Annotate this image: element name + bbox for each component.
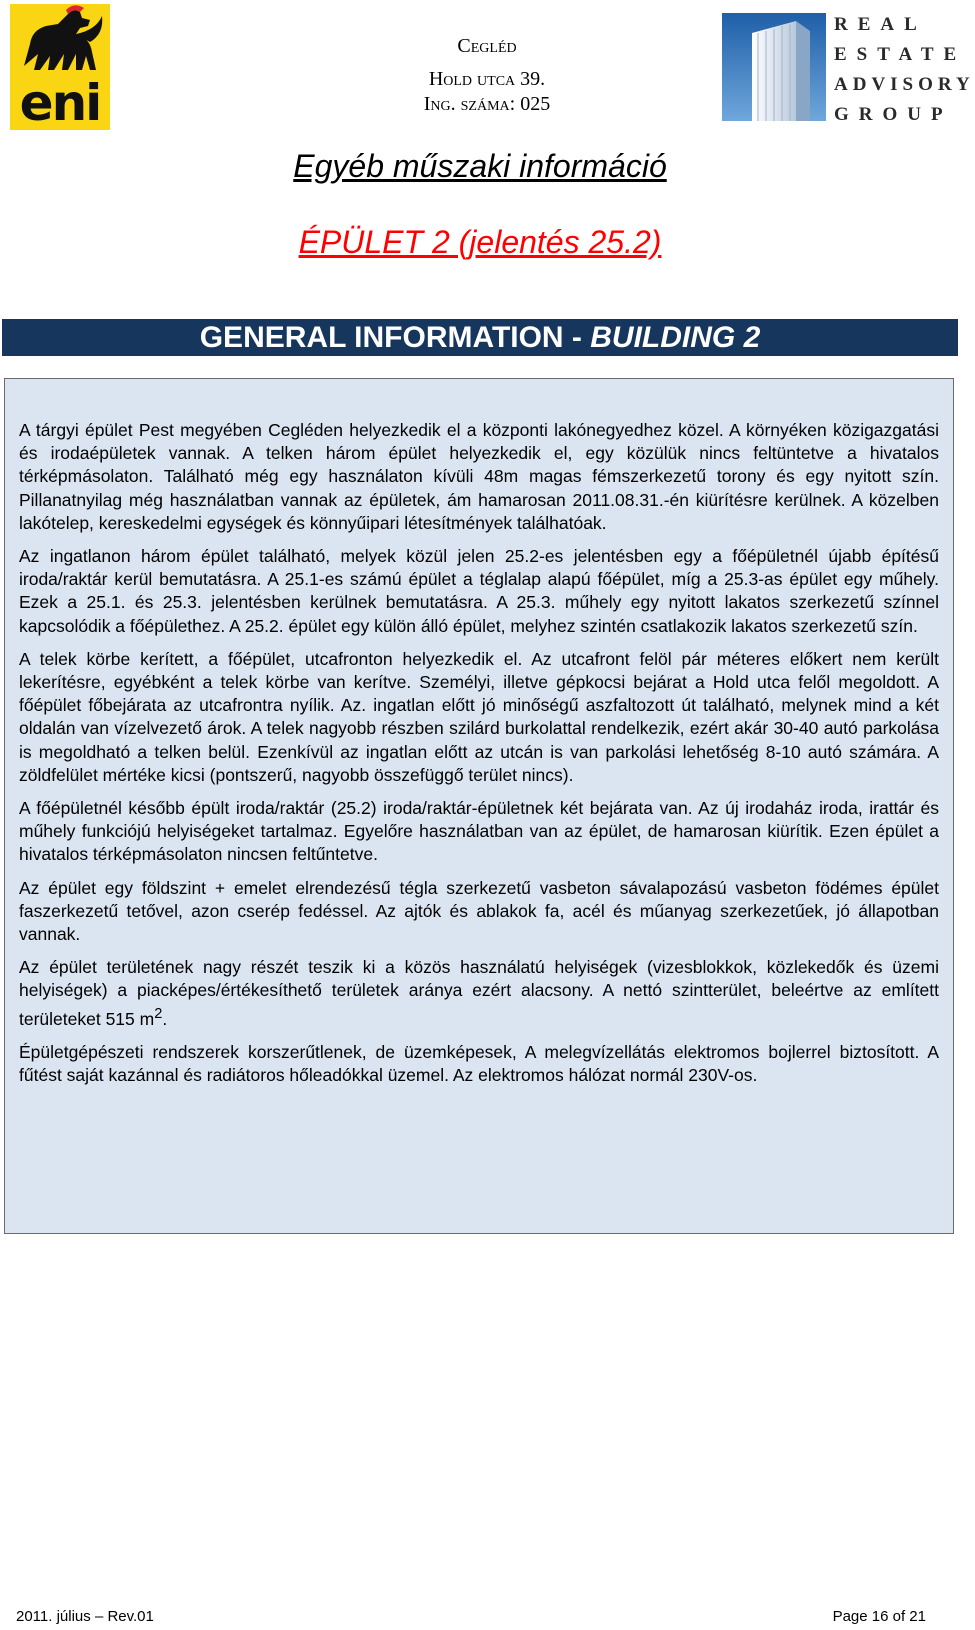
section-title: ÉPÜLET 2 (jelentés 25.2)	[298, 224, 662, 260]
banner-text-building: BUILDING 2	[590, 321, 761, 354]
footer-page-number: Page 16 of 21	[832, 1608, 926, 1625]
reag-line-real: REAL	[834, 14, 927, 35]
header-address	[372, 34, 602, 117]
reag-line-group: GROUP	[834, 104, 953, 125]
six-legged-dog-icon	[10, 4, 110, 84]
header-city: Cegléd	[457, 35, 517, 57]
area-suffix: .	[162, 1008, 168, 1029]
paragraph-office-warehouse: A főépületnél később épült iroda/raktár (25.2) iroda/raktár-épületnek két bejárata van. Az új irodaház iroda, irattár és műhely funkciójú helyiségeket tartalmaz. Egyelőre használatban van az épület, de hamarosan kiürítik. Ezen épület a hivatalos térképmásolaton nincsen feltűntetve.	[19, 798, 939, 865]
area-unit-superscript: 2	[154, 1005, 163, 1022]
reag-line-advisory: ADVISORY	[834, 74, 975, 95]
paragraph-mechanical: Épületgépészeti rendszerek korszerűtlenek, de üzemképesek, A melegvízellátás elektromos bojlerrel biztosított. A fűtést saját kazánnal és radiátoros hőleadókkal üzemel. Az elektromos hálózat normál 230V-os.	[19, 1041, 939, 1085]
paragraph-location: A tárgyi épület Pest megyében Cegléden helyezkedik el a központi lakónegyedhez közel. A környéken közigazgatási és irodaépületek vannak. A telken három épület helyezkedik el, egy közülük nincs feltüntetve a hivatalos térképmásolaton. Található még egy használaton kívüli 48m magas fémszerkezetű torony és egy nyitott szín. Pillanatnyilag még használatban vannak az épületek, ám hamarosan 2011.08.31.-én kiürítésre kerülnek. A közelben lakótelep, kereskedelmi egységek és könnyűipari létesítmények találhatóak.	[19, 420, 939, 533]
reag-building-icon	[722, 13, 826, 121]
document-title: Egyéb műszaki információ	[293, 148, 667, 184]
reag-wordmark	[834, 10, 975, 130]
area-text: Az épület területének nagy részét teszik ki a közös használatú helyiségek (vizesblokkok, közlekedők és üzemi helyiségek) a piacképes/értékesíthető területek aránya ezért alacsony. A nettó szintterület, beleértve az említett területeket 515 m	[19, 957, 939, 1029]
paragraph-site: A telek körbe kerített, a főépület, utcafronton helyezkedik el. Az utcafront felöl pár méteres előkert nem került lekerítésre, egyébként a telek körbe van kerítve. Személyi, illetve gépkocsi bejárat a Hold utca felől megoldott. A főépület főbejárata az utcafrontra nyílik. Az. ingatlan előtt jó minőségű aszfaltozott út található, melynek mind a két oldalán van vízelvezető árok. A telek nagyobb részben szilárd burkolattal rendelkezik, ezért akár 30-40 autó parkolása is megoldható a telken belül. Ezenkívül az ingatlan előtt az utcán is van parkolási lehetőség 8-10 autó számára. A zöldfelület mértéke kicsi (pontszerű, nagyobb összefüggő terület nincs).	[19, 648, 939, 785]
general-information-body	[19, 419, 939, 1097]
paragraph-structure: Az épület egy földszint + emelet elrendezésű tégla szerkezetű vasbeton sávalapozású vasbeton födémes épület faszerkezetű tetővel, azon cserép fedéssel. Az ajtók és ablakok fa, acél és műanyag szerkezetűek, jó állapotban vannak.	[19, 877, 939, 945]
paragraph-buildings: Az ingatlanon három épület található, melyek közül jelen 25.2-es jelentésben egy a főépületnél újabb építésű iroda/raktár kerül bemutatásra. A 25.1-es számú épület a téglalap alapú főépület, míg a 25.3-as épület egy műhely. Ezek a 25.1. és 25.3. jelentésben kerülnek bemutatásra. A 25.3. műhely egy nyitott lakatos szerkezetű színnel kapcsolódik a főépülethez. A 25.2. épület egy külön álló épület, melyhez szintén csatlakozik lakatos szerkezetű szín.	[19, 546, 939, 636]
header-property-number: Ing. száma: 025	[423, 93, 551, 115]
paragraph-area	[19, 956, 939, 1030]
reag-line-estate: ESTATE	[834, 44, 967, 65]
general-information-box	[4, 378, 954, 1234]
header-street: Hold utca 39.	[428, 68, 546, 90]
banner-text-general: GENERAL INFORMATION -	[199, 321, 591, 354]
eni-wordmark: eni	[19, 74, 101, 132]
general-information-banner	[2, 319, 958, 356]
reag-logo	[722, 8, 975, 125]
footer-date-revision: 2011. július – Rev.01	[16, 1608, 154, 1625]
eni-logo	[10, 4, 110, 130]
